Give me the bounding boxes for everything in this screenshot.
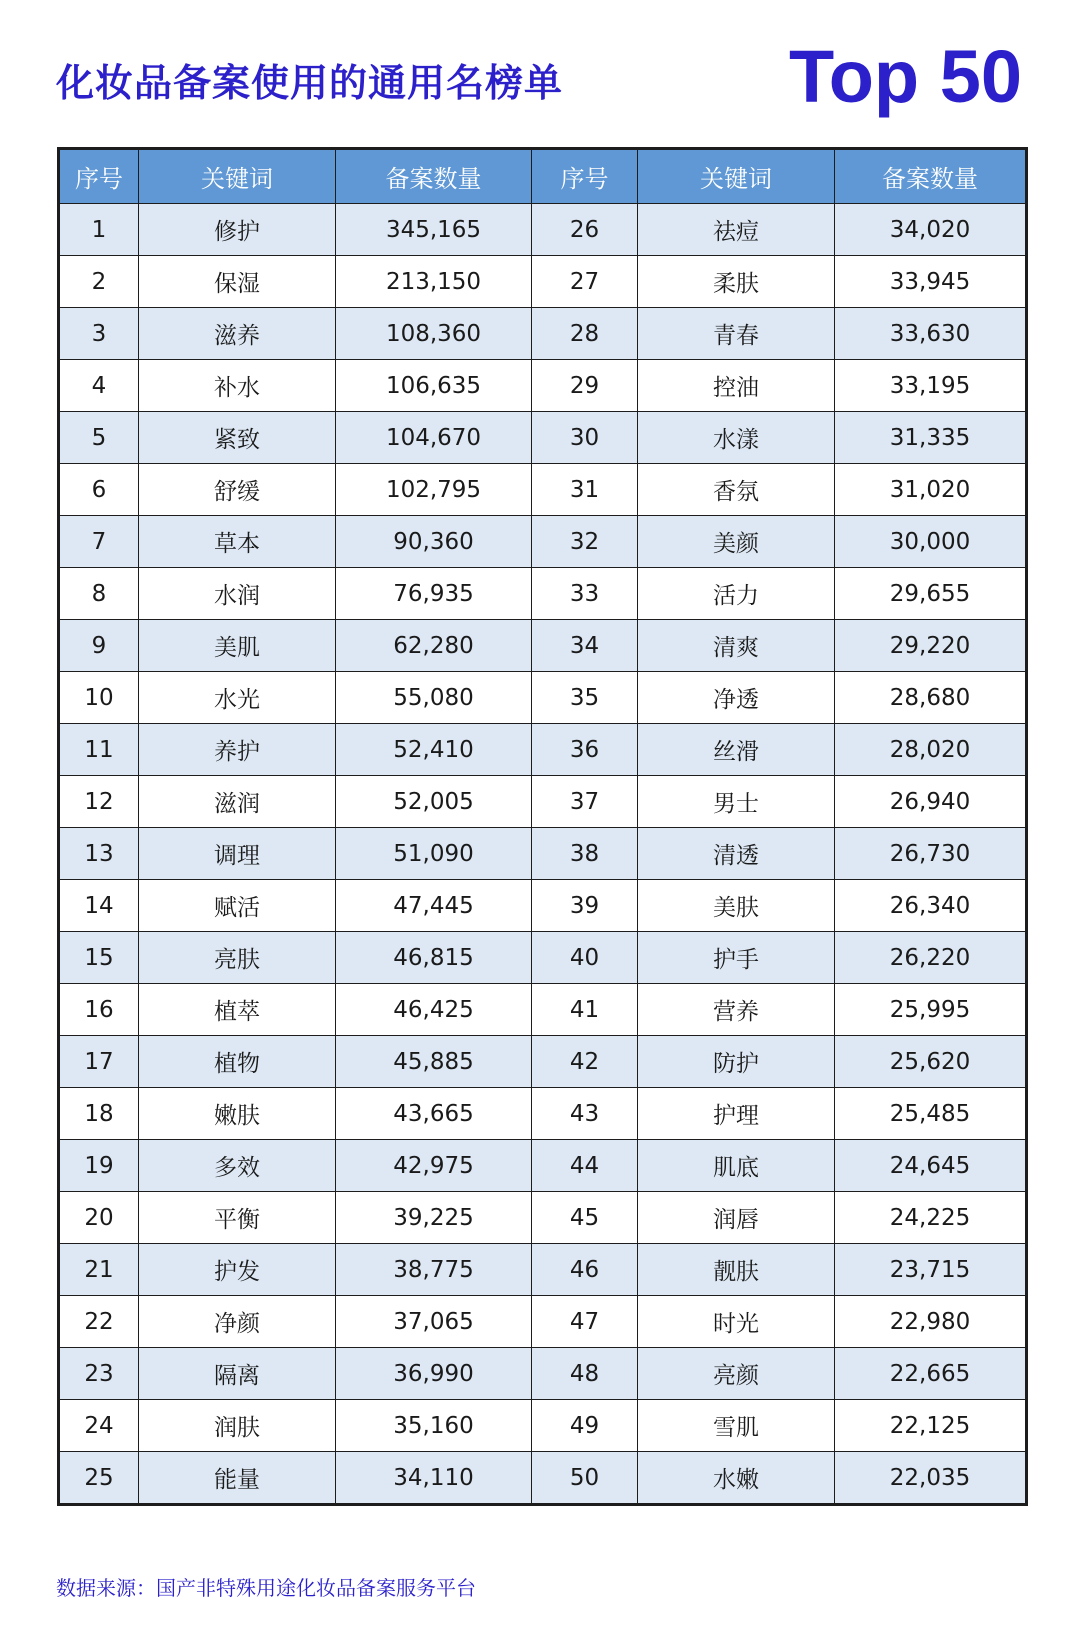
rank-cell: 24 [60, 1400, 139, 1452]
count-cell: 35,160 [336, 1400, 532, 1452]
count-cell: 213,150 [336, 256, 532, 308]
count-cell: 102,795 [336, 464, 532, 516]
rank-cell: 38 [532, 828, 638, 880]
rank-cell: 48 [532, 1348, 638, 1400]
keyword-cell: 清透 [638, 828, 835, 880]
keyword-cell: 净透 [638, 672, 835, 724]
rank-cell: 33 [532, 568, 638, 620]
header-rank: 序号 [532, 150, 638, 204]
rank-cell: 35 [532, 672, 638, 724]
rank-cell: 7 [60, 516, 139, 568]
keyword-cell: 隔离 [139, 1348, 336, 1400]
top-50-badge: Top 50 [789, 35, 1022, 118]
count-cell: 39,225 [336, 1192, 532, 1244]
table-row [60, 620, 1026, 672]
ranking-table [57, 147, 1028, 1506]
rank-cell: 5 [60, 412, 139, 464]
keyword-cell: 修护 [139, 204, 336, 256]
rank-cell: 4 [60, 360, 139, 412]
table-row [60, 828, 1026, 880]
count-cell: 37,065 [336, 1296, 532, 1348]
count-cell: 46,815 [336, 932, 532, 984]
header-keyword: 关键词 [139, 150, 336, 204]
rank-cell: 17 [60, 1036, 139, 1088]
keyword-cell: 保湿 [139, 256, 336, 308]
keyword-cell: 紧致 [139, 412, 336, 464]
keyword-cell: 嫩肤 [139, 1088, 336, 1140]
count-cell: 45,885 [336, 1036, 532, 1088]
keyword-cell: 草本 [139, 516, 336, 568]
count-cell: 52,005 [336, 776, 532, 828]
keyword-cell: 控油 [638, 360, 835, 412]
count-cell: 28,680 [835, 672, 1026, 724]
table-row [60, 256, 1026, 308]
table-row [60, 932, 1026, 984]
rank-cell: 9 [60, 620, 139, 672]
rank-cell: 18 [60, 1088, 139, 1140]
count-cell: 90,360 [336, 516, 532, 568]
count-cell: 29,220 [835, 620, 1026, 672]
table-body [60, 204, 1026, 1504]
keyword-cell: 润唇 [638, 1192, 835, 1244]
keyword-cell: 美肌 [139, 620, 336, 672]
count-cell: 106,635 [336, 360, 532, 412]
count-cell: 30,000 [835, 516, 1026, 568]
table-row [60, 1192, 1026, 1244]
table-row [60, 724, 1026, 776]
table-row [60, 1036, 1026, 1088]
table-row [60, 776, 1026, 828]
keyword-cell: 美颜 [638, 516, 835, 568]
rank-cell: 45 [532, 1192, 638, 1244]
rank-cell: 22 [60, 1296, 139, 1348]
keyword-cell: 水润 [139, 568, 336, 620]
keyword-cell: 水嫩 [638, 1452, 835, 1504]
count-cell: 76,935 [336, 568, 532, 620]
count-cell: 24,225 [835, 1192, 1026, 1244]
table-row [60, 1140, 1026, 1192]
keyword-cell: 舒缓 [139, 464, 336, 516]
count-cell: 29,655 [835, 568, 1026, 620]
keyword-cell: 赋活 [139, 880, 336, 932]
count-cell: 62,280 [336, 620, 532, 672]
count-cell: 25,995 [835, 984, 1026, 1036]
rank-cell: 44 [532, 1140, 638, 1192]
count-cell: 22,980 [835, 1296, 1026, 1348]
keyword-cell: 润肤 [139, 1400, 336, 1452]
count-cell: 52,410 [336, 724, 532, 776]
rank-cell: 34 [532, 620, 638, 672]
count-cell: 42,975 [336, 1140, 532, 1192]
table-row [60, 464, 1026, 516]
count-cell: 25,485 [835, 1088, 1026, 1140]
table-row [60, 1348, 1026, 1400]
keyword-cell: 植萃 [139, 984, 336, 1036]
keyword-cell: 亮颜 [638, 1348, 835, 1400]
table-row [60, 204, 1026, 256]
count-cell: 345,165 [336, 204, 532, 256]
header-count: 备案数量 [835, 150, 1026, 204]
keyword-cell: 柔肤 [638, 256, 835, 308]
rank-cell: 13 [60, 828, 139, 880]
rank-cell: 32 [532, 516, 638, 568]
rank-cell: 19 [60, 1140, 139, 1192]
table-row [60, 308, 1026, 360]
count-cell: 36,990 [336, 1348, 532, 1400]
keyword-cell: 防护 [638, 1036, 835, 1088]
keyword-cell: 能量 [139, 1452, 336, 1504]
keyword-cell: 营养 [638, 984, 835, 1036]
keyword-cell: 护发 [139, 1244, 336, 1296]
rank-cell: 16 [60, 984, 139, 1036]
keyword-cell: 滋润 [139, 776, 336, 828]
keyword-cell: 平衡 [139, 1192, 336, 1244]
keyword-cell: 养护 [139, 724, 336, 776]
rank-cell: 15 [60, 932, 139, 984]
count-cell: 51,090 [336, 828, 532, 880]
count-cell: 31,335 [835, 412, 1026, 464]
keyword-cell: 多效 [139, 1140, 336, 1192]
rank-cell: 37 [532, 776, 638, 828]
keyword-cell: 丝滑 [638, 724, 835, 776]
count-cell: 55,080 [336, 672, 532, 724]
rank-cell: 10 [60, 672, 139, 724]
table-row [60, 880, 1026, 932]
rank-cell: 6 [60, 464, 139, 516]
rank-cell: 2 [60, 256, 139, 308]
table-row [60, 1400, 1026, 1452]
keyword-cell: 时光 [638, 1296, 835, 1348]
keyword-cell: 护手 [638, 932, 835, 984]
count-cell: 46,425 [336, 984, 532, 1036]
rank-cell: 46 [532, 1244, 638, 1296]
table-row [60, 516, 1026, 568]
keyword-cell: 水漾 [638, 412, 835, 464]
table-row [60, 412, 1026, 464]
rank-cell: 3 [60, 308, 139, 360]
rank-cell: 42 [532, 1036, 638, 1088]
rank-cell: 12 [60, 776, 139, 828]
keyword-cell: 肌底 [638, 1140, 835, 1192]
count-cell: 26,940 [835, 776, 1026, 828]
keyword-cell: 雪肌 [638, 1400, 835, 1452]
count-cell: 38,775 [336, 1244, 532, 1296]
count-cell: 33,195 [835, 360, 1026, 412]
table-row [60, 1244, 1026, 1296]
keyword-cell: 男士 [638, 776, 835, 828]
header-rank: 序号 [60, 150, 139, 204]
rank-cell: 41 [532, 984, 638, 1036]
page-title: 化妆品备案使用的通用名榜单 [56, 61, 564, 105]
rank-cell: 25 [60, 1452, 139, 1504]
keyword-cell: 清爽 [638, 620, 835, 672]
table-row [60, 672, 1026, 724]
table-row [60, 984, 1026, 1036]
keyword-cell: 青春 [638, 308, 835, 360]
count-cell: 22,125 [835, 1400, 1026, 1452]
rank-cell: 1 [60, 204, 139, 256]
count-cell: 28,020 [835, 724, 1026, 776]
count-cell: 43,665 [336, 1088, 532, 1140]
keyword-cell: 调理 [139, 828, 336, 880]
keyword-cell: 补水 [139, 360, 336, 412]
keyword-cell: 祛痘 [638, 204, 835, 256]
rank-cell: 31 [532, 464, 638, 516]
table-row [60, 1088, 1026, 1140]
rank-cell: 49 [532, 1400, 638, 1452]
rank-cell: 47 [532, 1296, 638, 1348]
count-cell: 26,340 [835, 880, 1026, 932]
rank-cell: 8 [60, 568, 139, 620]
table-header-row [60, 150, 1026, 204]
rank-cell: 50 [532, 1452, 638, 1504]
count-cell: 22,665 [835, 1348, 1026, 1400]
header-count: 备案数量 [336, 150, 532, 204]
table-row [60, 1452, 1026, 1504]
keyword-cell: 香氛 [638, 464, 835, 516]
keyword-cell: 亮肤 [139, 932, 336, 984]
count-cell: 22,035 [835, 1452, 1026, 1504]
table-row [60, 360, 1026, 412]
count-cell: 31,020 [835, 464, 1026, 516]
keyword-cell: 滋养 [139, 308, 336, 360]
rank-cell: 27 [532, 256, 638, 308]
data-source-note: 数据来源：国产非特殊用途化妆品备案服务平台 [56, 1576, 476, 1600]
keyword-cell: 水光 [139, 672, 336, 724]
keyword-cell: 美肤 [638, 880, 835, 932]
count-cell: 26,730 [835, 828, 1026, 880]
table-row [60, 1296, 1026, 1348]
keyword-cell: 护理 [638, 1088, 835, 1140]
count-cell: 26,220 [835, 932, 1026, 984]
count-cell: 34,020 [835, 204, 1026, 256]
count-cell: 24,645 [835, 1140, 1026, 1192]
count-cell: 23,715 [835, 1244, 1026, 1296]
keyword-cell: 植物 [139, 1036, 336, 1088]
count-cell: 34,110 [336, 1452, 532, 1504]
count-cell: 47,445 [336, 880, 532, 932]
header-keyword: 关键词 [638, 150, 835, 204]
count-cell: 33,945 [835, 256, 1026, 308]
rank-cell: 14 [60, 880, 139, 932]
count-cell: 104,670 [336, 412, 532, 464]
table-row [60, 568, 1026, 620]
rank-cell: 43 [532, 1088, 638, 1140]
keyword-cell: 活力 [638, 568, 835, 620]
rank-cell: 29 [532, 360, 638, 412]
count-cell: 25,620 [835, 1036, 1026, 1088]
rank-cell: 21 [60, 1244, 139, 1296]
rank-cell: 20 [60, 1192, 139, 1244]
count-cell: 33,630 [835, 308, 1026, 360]
rank-cell: 28 [532, 308, 638, 360]
rank-cell: 30 [532, 412, 638, 464]
keyword-cell: 靓肤 [638, 1244, 835, 1296]
rank-cell: 39 [532, 880, 638, 932]
rank-cell: 26 [532, 204, 638, 256]
rank-cell: 40 [532, 932, 638, 984]
rank-cell: 36 [532, 724, 638, 776]
keyword-cell: 净颜 [139, 1296, 336, 1348]
count-cell: 108,360 [336, 308, 532, 360]
rank-cell: 23 [60, 1348, 139, 1400]
rank-cell: 11 [60, 724, 139, 776]
